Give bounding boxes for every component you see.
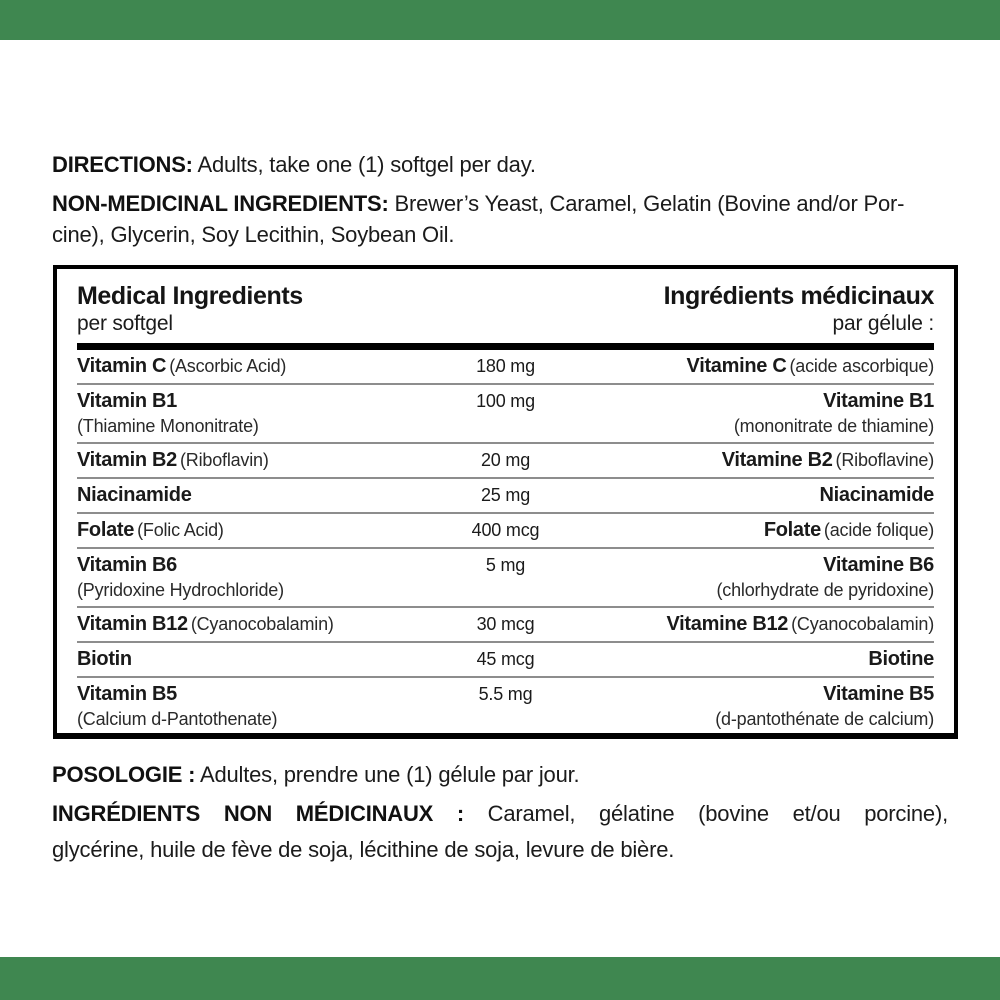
ingredient-name-en: Niacinamide [77, 484, 192, 506]
ingredients-fr-text-line2: glycérine, huile de fève de soja, lécithine de soja, levure de bière. [52, 837, 675, 862]
ingredient-amount: 400 mcg [471, 520, 540, 540]
ingredient-name-en: Vitamin B2 (Riboflavin) [77, 449, 269, 471]
medicinal-ingredients-table [53, 265, 958, 739]
table-row-vitamin-b5 [77, 678, 934, 735]
table-title-fr: Ingrédients médicinaux [663, 282, 934, 310]
table-row-biotin [77, 643, 934, 678]
table-header [57, 269, 954, 341]
table-subtitle-en: per softgel [77, 312, 173, 335]
table-row-vitamin-b1 [77, 385, 934, 444]
ingredient-name-en: Folate (Folic Acid) [77, 519, 224, 541]
ingredients-fr-text-line1: Caramel, gélatine (bovine et/ou porcine), [487, 801, 948, 826]
ingredient-name-fr: Niacinamide [819, 484, 934, 506]
non-medicinal-paragraph [52, 188, 948, 250]
ingredient-name-fr: Vitamine B6 (chlorhydrate de pyridoxine) [716, 554, 934, 600]
ingredient-amount: 20 mg [480, 450, 531, 470]
ingredient-name-fr: Vitamine B12 (Cyanocobalamin) [666, 613, 934, 635]
ingredient-name-en: Vitamin B6 (Pyridoxine Hydrochloride) [77, 554, 284, 600]
ingredient-amount: 45 mcg [476, 649, 535, 669]
ingredient-name-fr: Vitamine B5 (d-pantothénate de calcium) [715, 683, 934, 729]
ingredients-fr-paragraph [52, 796, 948, 868]
top-green-bar [0, 0, 1000, 40]
table-subtitle-fr: par gélule : [832, 312, 934, 335]
directions-label: DIRECTIONS: [52, 152, 193, 177]
ingredient-name-en: Vitamin B12 (Cyanocobalamin) [77, 613, 334, 635]
table-row-folate [77, 514, 934, 549]
ingredient-amount: 5 mg [485, 555, 526, 575]
ingredient-name-fr: Vitamine B2 (Riboflavine) [721, 449, 934, 471]
table-row-vitamin-b12 [77, 608, 934, 643]
directions-paragraph [52, 150, 948, 180]
non-medicinal-text-line1: Brewer’s Yeast, Caramel, Gelatin (Bovine and/or Por- [394, 191, 905, 216]
ingredient-name-fr: Vitamine B1 (mononitrate de thiamine) [733, 390, 934, 436]
ingredient-name-en: Vitamin B1 (Thiamine Mononitrate) [77, 390, 259, 436]
table-header-fr [664, 282, 934, 336]
ingredient-name-en: Vitamin B5 (Calcium d-Pantothenate) [77, 683, 278, 729]
table-row-niacinamide [77, 479, 934, 514]
table-row-vitamin-b6 [77, 549, 934, 608]
ingredients-fr-label: INGRÉDIENTS NON MÉDICINAUX : [52, 801, 464, 826]
table-rows [77, 350, 934, 743]
header-divider-rule [77, 343, 934, 350]
table-row-vitamin-b2 [77, 444, 934, 479]
table-title-en: Medical Ingredients [77, 282, 303, 310]
ingredient-amount: 180 mg [476, 356, 535, 376]
table-header-en [77, 282, 303, 336]
posologie-paragraph [52, 760, 948, 790]
ingredient-amount: 25 mg [480, 485, 531, 505]
bottom-green-bar [0, 957, 1000, 1000]
ingredient-amount: 100 mg [476, 391, 535, 411]
posologie-label: POSOLOGIE : [52, 762, 196, 787]
directions-text: Adults, take one (1) softgel per day. [197, 152, 536, 177]
ingredients-fr-line1 [52, 796, 948, 832]
posologie-text: Adultes, prendre une (1) gélule par jour. [199, 762, 580, 787]
ingredient-name-en: Biotin [77, 648, 132, 670]
table-row-vitamin-c [77, 350, 934, 385]
non-medicinal-text-line2: cine), Glycerin, Soy Lecithin, Soybean Oil. [52, 222, 455, 247]
ingredient-amount: 5.5 mg [478, 684, 533, 704]
ingredient-name-en: Vitamin C (Ascorbic Acid) [77, 355, 287, 377]
ingredient-name-fr: Folate (acide folique) [763, 519, 934, 541]
non-medicinal-label: NON-MEDICINAL INGREDIENTS: [52, 191, 389, 216]
ingredient-name-fr: Vitamine C (acide ascorbique) [686, 355, 934, 377]
ingredient-name-fr: Biotine [868, 648, 934, 670]
ingredient-amount: 30 mcg [476, 614, 535, 634]
